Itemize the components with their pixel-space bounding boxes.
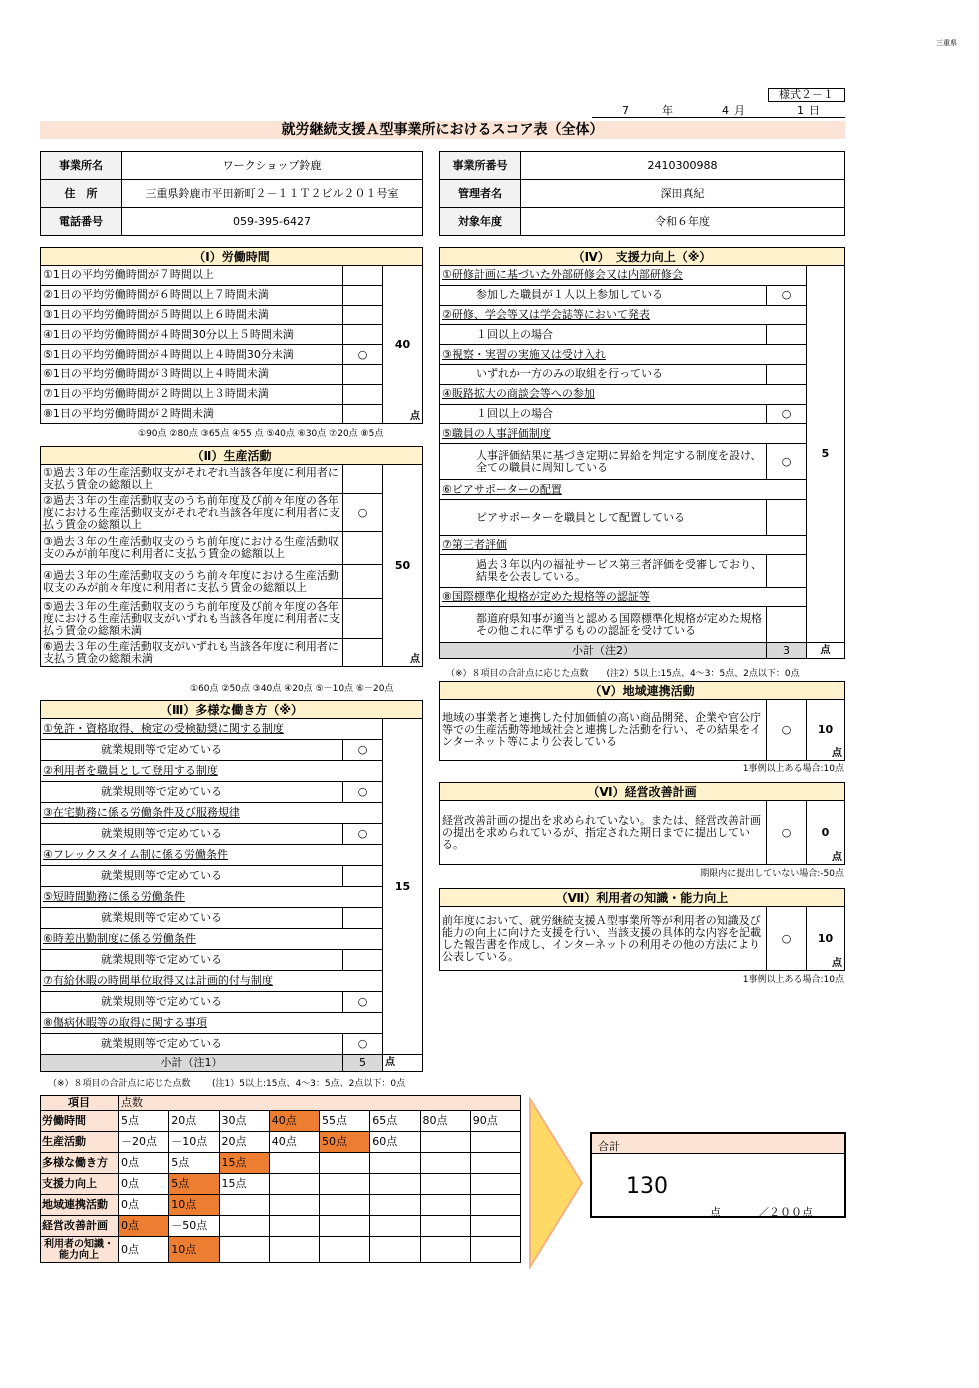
section-note: (注1）5以上:15点、4～3：5点、2点以下：0点 <box>212 1079 406 1089</box>
section-score: 15 <box>383 719 423 1055</box>
item-heading: ⑧国際標準化規格が定めた規格等の認証等 <box>440 588 807 607</box>
table-row <box>41 1237 521 1263</box>
check-mark <box>343 266 383 286</box>
check-mark <box>343 285 383 305</box>
table-row <box>41 1153 521 1174</box>
subtotal-unit: 点 <box>383 1055 423 1072</box>
item-heading: ④販路拡大の商談会等への参加 <box>440 384 807 404</box>
item-label: ⑤過去３年の生産活動収支のうち前年度及び前々年度の各年度における生産活動収支がいずれも当該各年度に利用者に支払う賃金の総額未満 <box>41 599 343 639</box>
section-note: （※）８項目の合計点に応じた点数 <box>48 1079 191 1089</box>
check-mark: ○ <box>767 907 807 971</box>
section-note: ①60点 ②50点 ③40点 ④20点 ⑤－10点 ⑥－20点 <box>190 684 394 694</box>
check-mark <box>767 325 807 345</box>
row-label: 利用者の知識・能力向上 <box>41 1237 119 1263</box>
subtotal-value: 5 <box>343 1055 383 1072</box>
item-label: ①過去３年の生産活動収支がそれぞれ当該各年度に利用者に支払う賃金の総額以上 <box>41 465 343 494</box>
info-value: 三重県鈴鹿市平田新町２－１１Ｔ２ビル２０１号室 <box>122 180 423 208</box>
row-label: 経営改善計画 <box>41 1216 119 1237</box>
item-detail: １回以上の場合 <box>440 404 767 424</box>
item-label: ⑥1日の平均労働時間が３時間以上４時間未満 <box>41 364 343 384</box>
row-label: 生産活動 <box>41 1132 119 1153</box>
date-year-label: 年 <box>662 104 673 117</box>
score-cell: 20点 <box>169 1111 219 1132</box>
score-cell: 90点 <box>470 1111 520 1132</box>
item-text: 経営改善計画の提出を求められていない。または、経営改善計画の提出を求められているが、指定された期日までに提出している。 <box>440 801 767 865</box>
check-mark: ○ <box>343 1034 383 1055</box>
score-cell: 40点 <box>269 1132 319 1153</box>
check-mark <box>343 950 383 971</box>
row-label: 多様な働き方 <box>41 1153 119 1174</box>
table-row <box>41 1216 521 1237</box>
item-label: ③過去３年の生産活動収支のうち前年度における生産活動収支のみが前年度に利用者に支払う賃金の総額以上 <box>41 532 343 565</box>
check-mark: ○ <box>767 404 807 424</box>
date-day-label: 日 <box>809 104 820 117</box>
item-detail: 参加した職員が１人以上参加している <box>440 285 767 305</box>
score-cell: －10点 <box>169 1132 219 1153</box>
item-heading: ④フレックスタイム制に係る労働条件 <box>41 845 383 866</box>
item-label: ⑤1日の平均労働時間が４時間以上４時間30分未満 <box>41 345 343 365</box>
table-row <box>41 1111 521 1132</box>
check-mark: ○ <box>343 992 383 1013</box>
document-date <box>592 104 845 118</box>
subtotal-value: 3 <box>767 643 807 659</box>
item-detail: 人事評価結果に基づき定期に昇給を判定する制度を設け、全ての職員に周知している <box>440 444 767 480</box>
score-cell: 55点 <box>320 1111 370 1132</box>
score-lookup-table <box>40 1095 521 1263</box>
page-title: 就労継続支援Ａ型事業所におけるスコア表（全体） <box>40 121 845 139</box>
score-cell: 20点 <box>219 1132 269 1153</box>
check-mark <box>343 639 383 667</box>
subtotal-label: 小計（注2） <box>440 643 767 659</box>
arrow-right-icon <box>528 1097 584 1269</box>
item-heading: ⑥ピアサポーターの配置 <box>440 480 807 500</box>
score-cell-selected: 5点 <box>169 1174 219 1195</box>
score-unit: 点 <box>410 654 420 665</box>
section-note: （※）８項目の合計点に応じた点数 (注2）5以上:15点、4～3：5点、2点以下：0点 <box>446 669 800 679</box>
item-detail: 過去３年以内の福祉サービス第三者評価を受審しており、結果を公表している。 <box>440 555 767 588</box>
check-mark <box>343 404 383 424</box>
item-heading: ⑤短時間勤務に係る労働条件 <box>41 887 383 908</box>
check-mark <box>767 607 807 643</box>
item-label: ④過去３年の生産活動収支のうち前々年度における生産活動収支のみが前々年度に利用者に支払う賃金の総額以上 <box>41 565 343 599</box>
item-detail: 都道府県知事が適当と認める国際標準化規格が定めた規格その他これに準ずるものの認証を受けている <box>440 607 767 643</box>
check-mark: ○ <box>767 700 807 761</box>
item-detail: 就業規則等で定めている <box>41 824 343 845</box>
check-mark <box>767 500 807 536</box>
item-text: 前年度において、就労継続支援Ａ型事業所等が利用者の知識及び能力の向上に向けた支援を行い、当該支援の具体的な内容を記載した報告書を作成し、インターネットの利用その他の方法により公表している。 <box>440 907 767 971</box>
item-heading: ⑤職員の人事評価制度 <box>440 424 807 444</box>
info-label: 電話番号 <box>41 208 122 236</box>
check-mark: ○ <box>767 801 807 865</box>
info-label: 対象年度 <box>440 208 521 236</box>
section-score: 10 点 <box>807 907 845 971</box>
score-cell: 80点 <box>420 1111 470 1132</box>
item-label: ②過去３年の生産活動収支のうち前年度及び前々年度の各年度における生産活動収支がそれぞれ当該各年度に利用者に支払う賃金の総額以上 <box>41 494 343 532</box>
date-day: 1 <box>797 104 804 117</box>
item-heading: ⑦有給休暇の時間単位取得又は計画的付与制度 <box>41 971 383 992</box>
subtotal-unit: 点 <box>807 643 845 659</box>
total-label: 合計 <box>592 1134 844 1154</box>
item-heading: ③在宅勤務に係る労働条件及び服務規律 <box>41 803 383 824</box>
section-note: 1事例以上ある場合:10点 <box>742 764 844 774</box>
check-mark: ○ <box>343 494 383 532</box>
score-cell: 0点 <box>119 1153 169 1174</box>
section-title: （Ⅰ）労働時間 <box>41 248 423 266</box>
table-header: 点数 <box>119 1096 521 1111</box>
item-heading: ②研修、学会等又は学会誌等において発表 <box>440 305 807 325</box>
info-label: 管理者名 <box>440 180 521 208</box>
info-value: 令和６年度 <box>521 208 845 236</box>
section-title: （Ⅱ）生産活動 <box>41 447 423 465</box>
item-heading: ①免許・資格取得、検定の受検勧奨に関する制度 <box>41 719 383 740</box>
row-label: 労働時間 <box>41 1111 119 1132</box>
check-mark <box>343 599 383 639</box>
total-unit: 点 <box>710 1206 721 1219</box>
section-title: （Ⅶ）利用者の知識・能力向上 <box>440 889 845 907</box>
check-mark: ○ <box>343 345 383 365</box>
check-mark <box>343 325 383 345</box>
score-cell-selected: 0点 <box>119 1216 169 1237</box>
check-mark <box>767 364 807 384</box>
score-cell: 0点 <box>119 1174 169 1195</box>
score-unit: 点 <box>832 958 842 969</box>
check-mark: ○ <box>767 444 807 480</box>
info-value: ワークショップ鈴鹿 <box>122 152 423 180</box>
item-detail: ピアサポーターを職員として配置している <box>440 500 767 536</box>
section-score: 50 点 <box>383 465 423 667</box>
date-month-label: 月 <box>734 104 745 117</box>
score-cell-selected: 10点 <box>169 1195 219 1216</box>
item-label: ⑥過去３年の生産活動収支がいずれも当該各年度に利用者に支払う賃金の総額未満 <box>41 639 343 667</box>
item-label: ③1日の平均労働時間が５時間以上６時間未満 <box>41 305 343 325</box>
score-cell-selected: 10点 <box>169 1237 219 1263</box>
section-score: 5 <box>807 266 845 643</box>
score-cell: 15点 <box>219 1174 269 1195</box>
score-unit: 点 <box>410 411 420 423</box>
check-mark: ○ <box>343 782 383 803</box>
check-mark <box>343 465 383 494</box>
score-unit: 点 <box>832 852 842 863</box>
info-value: 深田真紀 <box>521 180 845 208</box>
item-heading: ①研修計画に基づいた外部研修会又は内部研修会 <box>440 266 807 286</box>
check-mark: ○ <box>343 740 383 761</box>
item-detail: 就業規則等で定めている <box>41 740 343 761</box>
item-detail: いずれか一方のみの取組を行っている <box>440 364 767 384</box>
item-detail: 就業規則等で定めている <box>41 866 343 887</box>
item-heading: ③視察・実習の実施又は受け入れ <box>440 345 807 365</box>
total-box <box>590 1132 846 1218</box>
section-note: 1事例以上ある場合:10点 <box>742 975 844 985</box>
section-score: 10 点 <box>807 700 845 761</box>
section-management <box>439 782 845 865</box>
item-heading: ⑥時差出勤制度に係る労働条件 <box>41 929 383 950</box>
item-label: ②1日の平均労働時間が６時間以上７時間未満 <box>41 285 343 305</box>
check-mark <box>343 866 383 887</box>
section-title: （Ⅵ）経営改善計画 <box>440 783 845 801</box>
score-cell: 0点 <box>119 1195 169 1216</box>
check-mark <box>343 364 383 384</box>
facility-info-table <box>40 151 423 236</box>
section-knowledge <box>439 888 845 971</box>
check-mark <box>343 565 383 599</box>
table-row <box>41 1195 521 1216</box>
item-detail: 就業規則等で定めている <box>41 1034 343 1055</box>
info-label: 事業所番号 <box>440 152 521 180</box>
section-title: （Ⅴ）地域連携活動 <box>440 682 845 700</box>
check-mark: ○ <box>343 824 383 845</box>
subtotal-label: 小計（注1） <box>41 1055 343 1072</box>
prefecture-label: 三重県 <box>936 39 957 47</box>
score-cell: 5点 <box>119 1111 169 1132</box>
item-label: ①1日の平均労働時間が７時間以上 <box>41 266 343 286</box>
info-label: 住 所 <box>41 180 122 208</box>
item-label: ⑦1日の平均労働時間が２時間以上３時間未満 <box>41 384 343 404</box>
item-detail: １回以上の場合 <box>440 325 767 345</box>
item-text: 地域の事業者と連携した付加価値の高い商品開発、企業や官公庁等での生産活動等地域社会と連携した活動を行い、その結果をインターネット等により公表している <box>440 700 767 761</box>
row-label: 地域連携活動 <box>41 1195 119 1216</box>
total-value: 130 <box>626 1174 668 1199</box>
section-score: 40 点 <box>383 266 423 424</box>
check-mark <box>343 384 383 404</box>
score-cell: 30点 <box>219 1111 269 1132</box>
section-title: （Ⅲ）多様な働き方（※） <box>41 701 423 719</box>
check-mark <box>767 555 807 588</box>
check-mark: ○ <box>767 285 807 305</box>
score-unit: 点 <box>832 748 842 759</box>
row-label: 支援力向上 <box>41 1174 119 1195</box>
section-production <box>40 446 423 667</box>
table-header: 項目 <box>41 1096 119 1111</box>
score-cell-selected: 15点 <box>219 1153 269 1174</box>
check-mark <box>343 532 383 565</box>
date-year: 7 <box>622 104 629 117</box>
item-heading: ⑧傷病休暇等の取得に関する事項 <box>41 1013 383 1034</box>
item-label: ⑧1日の平均労働時間が２時間未満 <box>41 404 343 424</box>
form-number: 様式２－１ <box>768 88 845 102</box>
section-note: ①90点 ②80点 ③65点 ④55 点 ⑤40点 ⑥30点 ⑦20点 ⑧5点 <box>138 429 384 439</box>
score-cell-selected: 50点 <box>320 1132 370 1153</box>
score-cell: 0点 <box>119 1237 169 1263</box>
section-title: （Ⅳ） 支援力向上（※） <box>440 248 845 266</box>
total-max: ／２００点 <box>758 1206 813 1219</box>
item-label: ④1日の平均労働時間が４時間30分以上５時間未満 <box>41 325 343 345</box>
section-diverse-work <box>40 700 423 1072</box>
info-value: 2410300988 <box>521 152 845 180</box>
score-cell: －20点 <box>119 1132 169 1153</box>
section-community <box>439 681 845 761</box>
score-cell: －50点 <box>169 1216 219 1237</box>
section-score: 0 点 <box>807 801 845 865</box>
score-cell: 60点 <box>370 1132 420 1153</box>
item-detail: 就業規則等で定めている <box>41 782 343 803</box>
info-value: 059-395-6427 <box>122 208 423 236</box>
item-detail: 就業規則等で定めている <box>41 908 343 929</box>
section-note: 期限内に提出していない場合:-50点 <box>700 869 844 879</box>
table-row <box>41 1174 521 1195</box>
table-row <box>41 1132 521 1153</box>
section-support <box>439 247 845 659</box>
score-cell-selected: 40点 <box>269 1111 319 1132</box>
check-mark <box>343 908 383 929</box>
section-working-hours <box>40 247 423 424</box>
date-month: 4 <box>722 104 729 117</box>
score-cell: 65点 <box>370 1111 420 1132</box>
info-label: 事業所名 <box>41 152 122 180</box>
facility-info-table-right <box>439 151 845 236</box>
check-mark <box>343 305 383 325</box>
score-cell: 5点 <box>169 1153 219 1174</box>
item-detail: 就業規則等で定めている <box>41 950 343 971</box>
item-heading: ⑦第三者評価 <box>440 536 807 555</box>
item-heading: ②利用者を職員として登用する制度 <box>41 761 383 782</box>
item-detail: 就業規則等で定めている <box>41 992 343 1013</box>
